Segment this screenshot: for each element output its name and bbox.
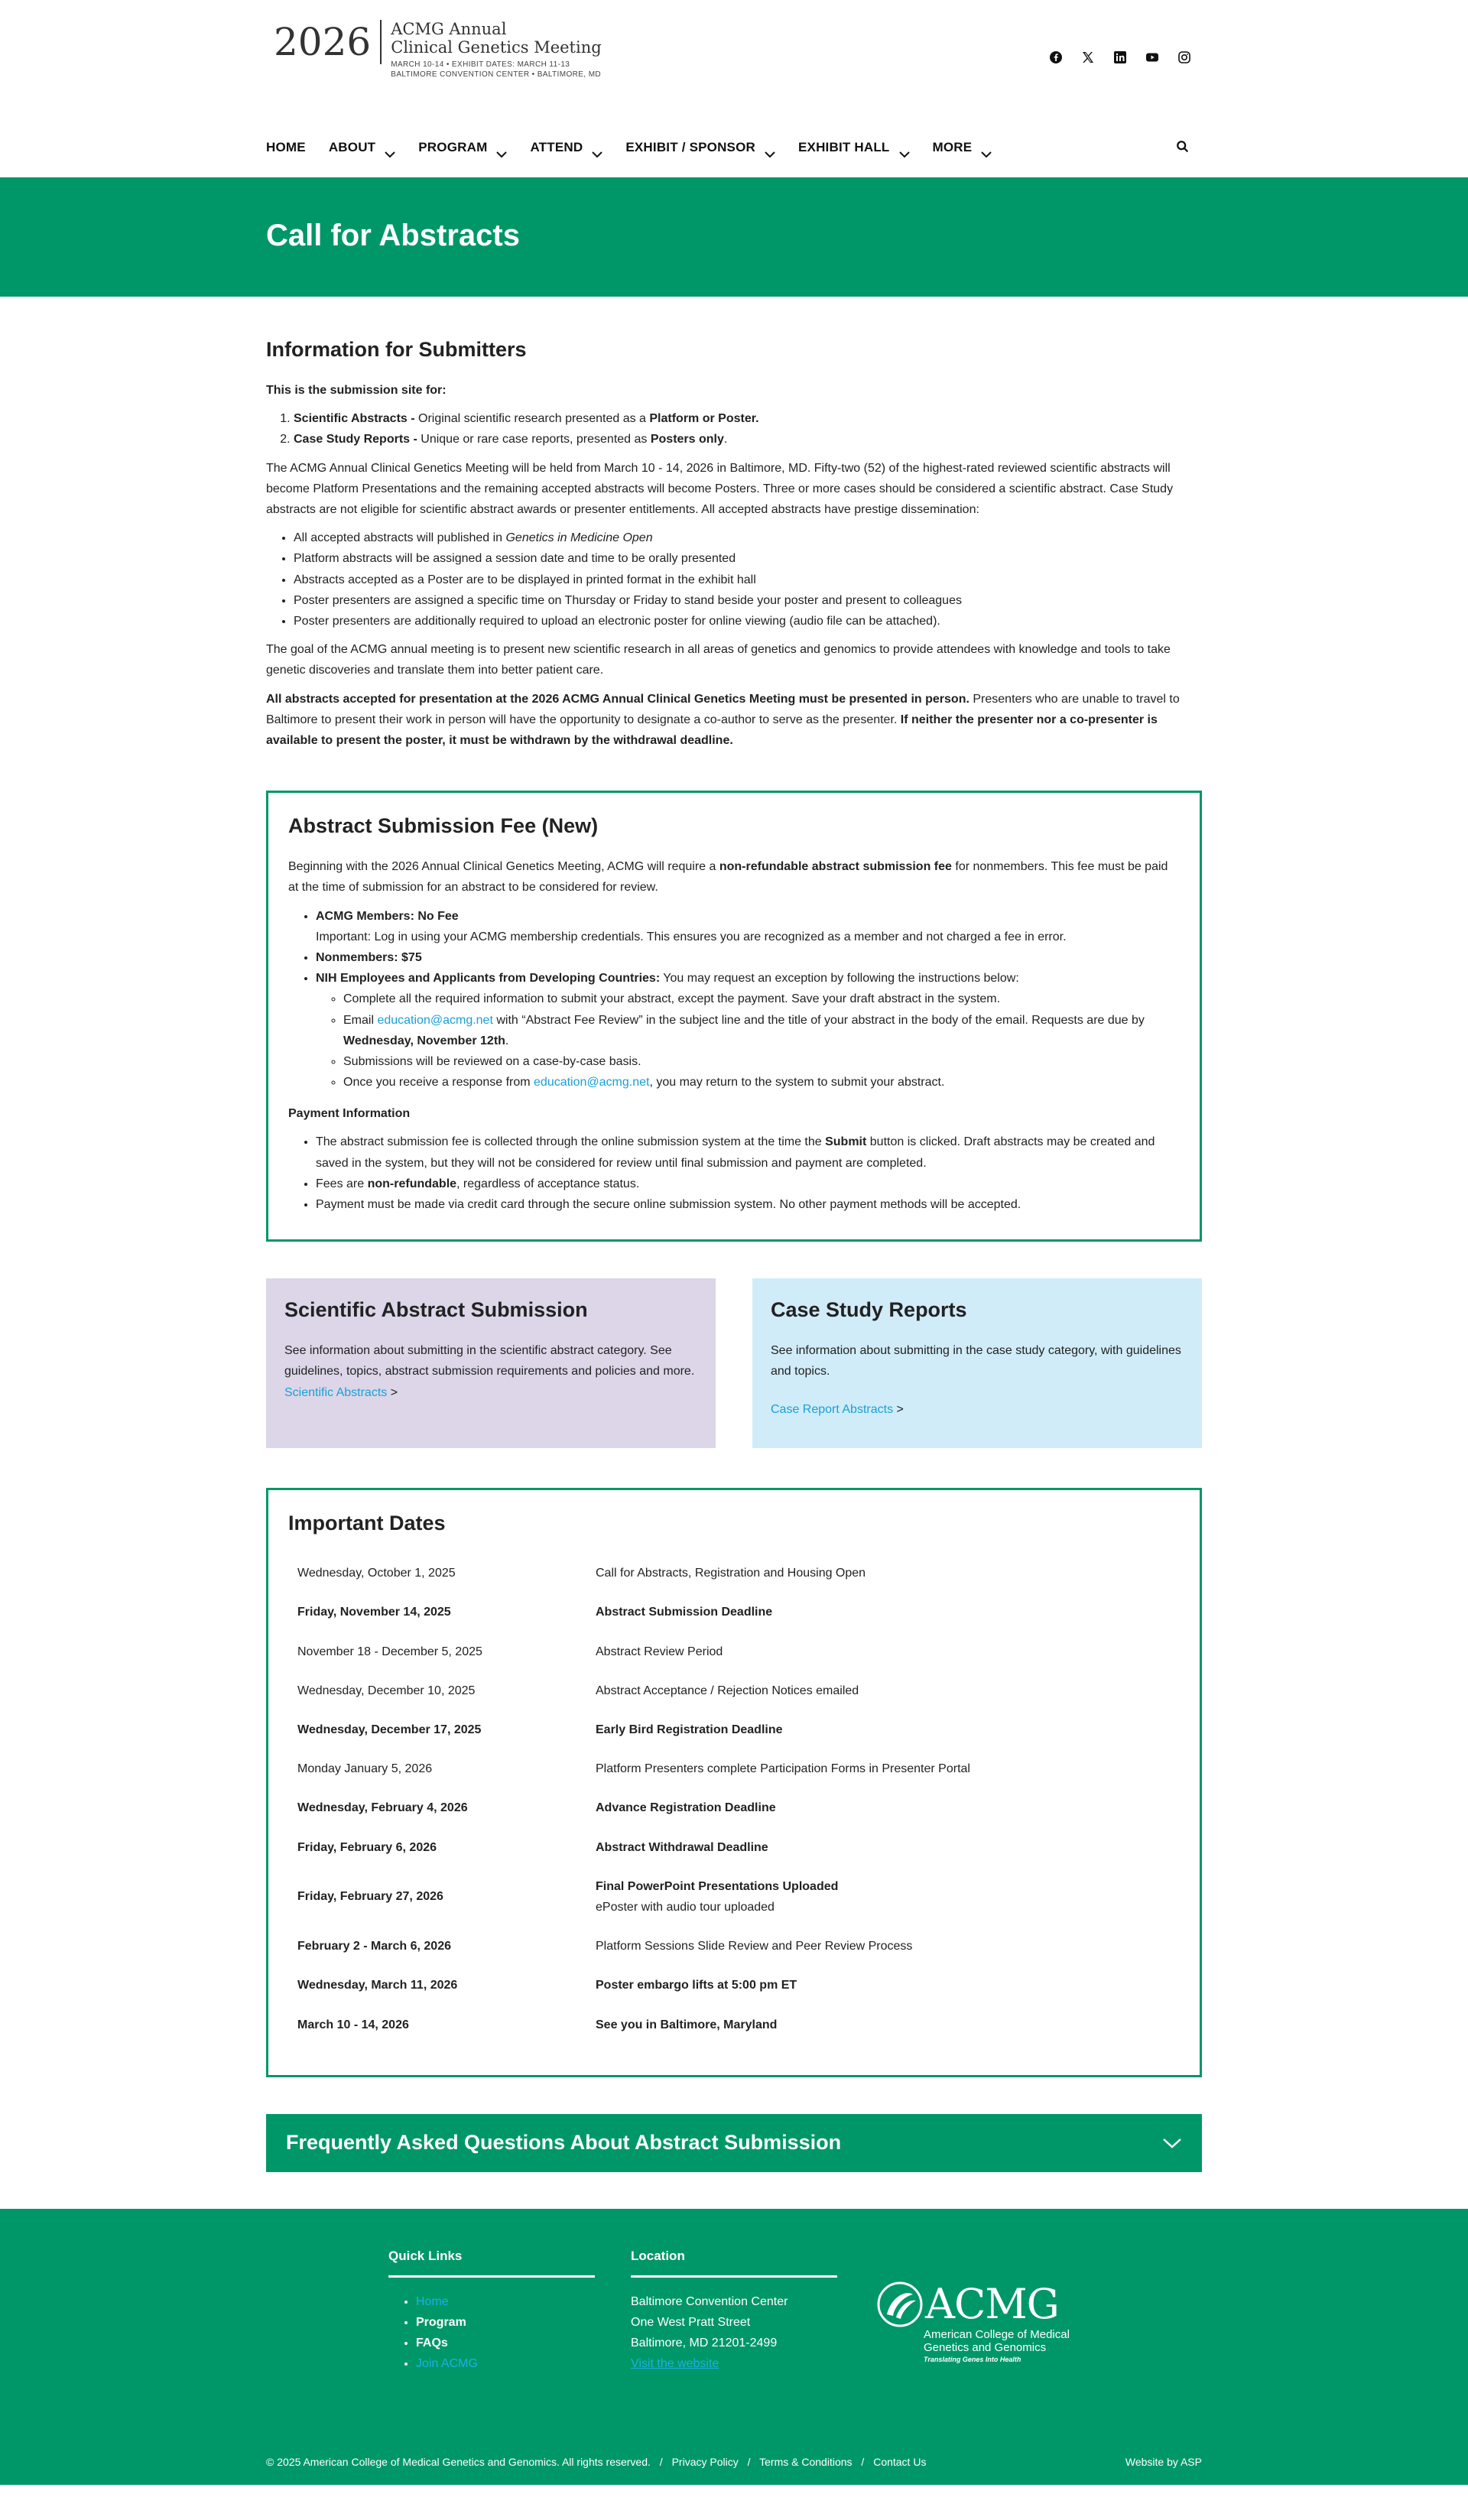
social-links xyxy=(1049,50,1191,64)
nav-item-label: EXHIBIT / SPONSOR xyxy=(625,140,755,155)
nav-item-exhibit-sponsor[interactable] xyxy=(625,137,775,159)
table-row xyxy=(288,1671,1180,1710)
logo-title-line2: Clinical Genetics Meeting xyxy=(391,38,602,57)
date-cell: February 2 - March 6, 2026 xyxy=(297,1940,451,1953)
list-item: ◦ Submissions will be reviewed on a case-by-case basis. xyxy=(343,1051,1180,1072)
fee-title: Abstract Submission Fee (New) xyxy=(288,814,599,838)
arrow-icon: > xyxy=(387,1385,398,1399)
in-person-requirement: All abstracts accepted for presentation at the 2026 ACMG Annual Clinical Genetics Meeting must be presented in person. Presenters who are unable to travel to Baltimore to present their work in person will have the opportunity to designate a co-author to serve as the presenter. If neither the presenter nor a co-presenter is available to present the poster, it must be withdrawn by the withdrawal deadline. xyxy=(266,692,1180,747)
logo-venue: BALTIMORE CONVENTION CENTER • BALTIMORE, MD xyxy=(391,70,602,79)
youtube-icon[interactable] xyxy=(1145,50,1159,64)
event-cell: Abstract Acceptance / Rejection Notices emailed xyxy=(596,1684,859,1697)
page-title: Call for Abstracts xyxy=(266,219,520,252)
nav-item-label: ATTEND xyxy=(530,140,583,155)
page-banner xyxy=(0,177,1468,297)
location xyxy=(631,2246,837,2375)
nav-item-about[interactable] xyxy=(329,137,395,159)
table-row xyxy=(288,1593,1180,1632)
submission-cards xyxy=(266,1278,1202,1448)
date-cell: Wednesday, February 4, 2026 xyxy=(297,1801,468,1815)
chevron-down-icon xyxy=(899,144,910,151)
main-nav xyxy=(0,119,1468,177)
logo-subtitle: American College of Medical xyxy=(924,2327,1070,2341)
list-item: • Abstracts accepted as a Poster are to be displayed in printed format in the exhibit hall xyxy=(294,570,1202,590)
nav-item-home[interactable] xyxy=(266,137,306,159)
faq-title: Frequently Asked Questions About Abstract Submission xyxy=(286,2130,842,2154)
table-row xyxy=(288,1828,1180,1867)
nav-item-label: MORE xyxy=(932,140,973,155)
table-row xyxy=(288,1710,1180,1749)
info-title: Information for Submitters xyxy=(266,338,527,361)
date-cell: Monday January 5, 2026 xyxy=(297,1762,433,1776)
logo-dates: MARCH 10-14 • EXHIBIT DATES: MARCH 11-13 xyxy=(391,60,570,69)
logo-year: 2026 xyxy=(274,20,382,64)
nav-item-attend[interactable] xyxy=(530,137,602,159)
list-item: • Payment must be made via credit card through the secure online submission system. No other payment methods will be accepted. xyxy=(316,1194,1180,1215)
quick-link-item[interactable] xyxy=(416,2353,595,2374)
quick-link[interactable]: Home xyxy=(416,2294,449,2308)
website-credit-link[interactable]: Website by ASP xyxy=(1125,2455,1202,2468)
important-dates-box xyxy=(266,1488,1202,2077)
contact-us-link[interactable]: Contact Us xyxy=(873,2455,927,2468)
table-row xyxy=(288,1867,1180,1927)
separator: / xyxy=(861,2455,865,2468)
location-line: One West Pratt Street xyxy=(631,2315,751,2329)
main-content xyxy=(0,336,1468,2172)
card-title: Case Study Reports xyxy=(771,1298,967,1322)
list-item: ◦ Complete all the required information to submit your abstract, except the payment. Save your draft abstract in the system. xyxy=(343,989,1180,1009)
card-title: Scientific Abstract Submission xyxy=(284,1298,588,1322)
chevron-down-icon xyxy=(981,144,992,151)
date-cell: November 18 - December 5, 2025 xyxy=(297,1645,482,1658)
table-row xyxy=(288,1749,1180,1788)
search-icon[interactable] xyxy=(1176,140,1191,155)
list-item: • Nonmembers: $75 xyxy=(316,947,1180,968)
location-line: Baltimore Convention Center xyxy=(631,2294,788,2308)
chevron-down-icon xyxy=(592,144,602,151)
quick-link-item[interactable]: • Program xyxy=(416,2312,595,2333)
date-cell: Wednesday, March 11, 2026 xyxy=(297,1979,458,1992)
acmg-logo[interactable] xyxy=(876,2281,1070,2365)
case-study-card xyxy=(752,1278,1202,1448)
fee-intro: Beginning with the 2026 Annual Clinical Genetics Meeting, ACMG will require a non-refundable abstract submission fee for nonmembers. This fee must be paid at the time of submission for an abstract to be considered for review. xyxy=(288,860,1168,895)
quick-link-item[interactable]: • FAQs xyxy=(416,2333,595,2353)
acmg-mark-icon xyxy=(876,2281,924,2328)
table-row xyxy=(288,1927,1180,1966)
list-item: • Fees are non-refundable, regardless of acceptance status. xyxy=(316,1174,1180,1194)
facebook-icon[interactable] xyxy=(1049,50,1063,64)
table-row xyxy=(288,1966,1180,2005)
event-cell: Platform Sessions Slide Review and Peer Review Process xyxy=(596,1940,913,1953)
event-cell: Advance Registration Deadline xyxy=(596,1801,776,1815)
location-line: Baltimore, MD 21201-2499 xyxy=(631,2336,778,2350)
chevron-down-icon xyxy=(765,144,775,151)
payment-info-title: Payment Information xyxy=(288,1107,411,1121)
chevron-down-icon xyxy=(496,144,507,151)
submission-fee-box xyxy=(266,791,1202,1242)
submission-site-intro: This is the submission site for: xyxy=(266,384,447,398)
copyright: © 2025 American College of Medical Genetics and Genomics. All rights reserved. xyxy=(266,2455,651,2468)
quick-link[interactable]: Join ACMG xyxy=(416,2357,478,2371)
event-cell: Abstract Submission Deadline xyxy=(596,1606,773,1619)
list-item: • ACMG Members: No Fee Important: Log in using your ACMG membership credentials. This ensures you are recognized as a member and not charged a fee in error. xyxy=(316,906,1180,947)
x-icon[interactable] xyxy=(1081,50,1095,64)
separator: / xyxy=(747,2455,751,2468)
list-item: ◦ Once you receive a response from education@acmg.net, you may return to the system to submit your abstract. xyxy=(343,1072,1180,1093)
list-item: • All accepted abstracts will published in Genetics in Medicine Open xyxy=(294,528,1202,548)
list-item: • Platform abstracts will be assigned a session date and time to be orally presented xyxy=(294,548,1202,569)
meeting-goal: The goal of the ACMG annual meeting is to present new scientific research in all areas of genetics and genomics to provide attendees with knowledge and tools to take genetic discoveries and translate them into better patient care. xyxy=(266,643,1171,677)
logo-tagline: Translating Genes Into Health xyxy=(924,2355,1021,2363)
exception-steps xyxy=(343,989,1180,1093)
nav-item-more[interactable] xyxy=(933,137,992,159)
event-cell: Final PowerPoint Presentations Uploaded ePoster with audio tour uploaded xyxy=(596,1879,839,1914)
scientific-abstract-card xyxy=(266,1278,716,1448)
logo-title-line1: ACMG Annual xyxy=(391,20,507,38)
privacy-policy-link[interactable]: Privacy Policy xyxy=(671,2455,739,2468)
email-link[interactable]: education@acmg.net xyxy=(534,1076,650,1090)
date-cell: Friday, February 27, 2026 xyxy=(297,1890,443,1904)
event-cell: Abstract Review Period xyxy=(596,1645,723,1658)
submission-types-list xyxy=(294,408,1202,450)
event-cell: See you in Baltimore, Maryland xyxy=(596,2018,778,2031)
table-row xyxy=(288,1788,1180,1827)
nav-item-label: EXHIBIT HALL xyxy=(798,140,890,155)
journal-name: Genetics in Medicine Open xyxy=(505,531,653,545)
email-link[interactable]: education@acmg.net xyxy=(377,1013,493,1027)
meeting-logo[interactable] xyxy=(274,20,602,80)
event-cell: Call for Abstracts, Registration and Housing Open xyxy=(596,1567,866,1580)
quick-link-item[interactable] xyxy=(416,2291,595,2312)
table-row xyxy=(288,1632,1180,1671)
instagram-icon[interactable] xyxy=(1177,50,1191,64)
scientific-abstracts-link[interactable]: Scientific Abstracts xyxy=(284,1385,388,1399)
date-cell: Wednesday, December 17, 2025 xyxy=(297,1723,482,1737)
quick-links-title: Quick Links xyxy=(388,2246,595,2278)
site-header xyxy=(0,0,1468,119)
event-cell: Abstract Withdrawal Deadline xyxy=(596,1840,768,1854)
date-cell: Wednesday, October 1, 2025 xyxy=(297,1567,456,1580)
dates-table xyxy=(288,1554,1180,2044)
date-cell: Friday, November 14, 2025 xyxy=(297,1606,451,1619)
list-item: 2. Case Study Reports - Unique or rare case reports, presented as Posters only. xyxy=(294,429,1202,450)
nav-item-exhibit-hall[interactable] xyxy=(798,137,910,159)
date-cell: Wednesday, December 10, 2025 xyxy=(297,1684,476,1697)
list-item: • Poster presenters are additionally required to upload an electronic poster for online viewing (audio file can be attached). xyxy=(294,611,1202,632)
location-title: Location xyxy=(631,2246,837,2278)
payment-list xyxy=(316,1132,1180,1215)
separator: / xyxy=(659,2455,663,2468)
list-item: • NIH Employees and Applicants from Developing Countries: You may request an exception by following the instructions below: ◦ Complete all the required information to submit your abstract, except the payment. Save your draft abstract in the system. ◦ Email education@acmg.net with “Abstract Fee Review” in the subject line and the title of your abstract in the body of the email. Requests are due by Wednesday, November 12th. ◦ Submissions will be reviewed on a case-by-case basis. ◦ Once you receive a response from education@acmg.net, you may return to the system to submit your abstract. xyxy=(316,968,1180,1093)
dates-title: Important Dates xyxy=(288,1512,446,1535)
dissemination-list xyxy=(294,528,1202,632)
list-item: 1. Scientific Abstracts - Original scientific research presented as a Platform or Poster. xyxy=(294,408,1202,429)
quick-links xyxy=(388,2246,595,2382)
faq-accordion[interactable] xyxy=(266,2114,1202,2172)
arrow-icon: > xyxy=(893,1402,904,1416)
table-row xyxy=(288,1554,1180,1593)
chevron-down-icon xyxy=(385,144,395,151)
case-report-abstracts-link[interactable]: Case Report Abstracts xyxy=(771,1402,894,1416)
terms-link[interactable]: Terms & Conditions xyxy=(759,2455,853,2468)
card-text: See information about submitting in the case study category, with guidelines and topics. xyxy=(771,1344,1181,1379)
nav-item-label: ABOUT xyxy=(328,140,376,155)
fee-list xyxy=(316,906,1180,1093)
card-text: See information about submitting in the scientific abstract category. See guidelines, topics, abstract submission requirements and policies and more. xyxy=(284,1344,695,1379)
site-footer xyxy=(0,2209,1468,2485)
list-item: • Poster presenters are assigned a specific time on Thursday or Friday to stand beside your poster and present to colleagues xyxy=(294,590,1202,611)
visit-website-link[interactable]: Visit the website xyxy=(631,2357,719,2371)
logo-subtitle: Genetics and Genomics xyxy=(924,2340,1047,2354)
event-cell: Poster embargo lifts at 5:00 pm ET xyxy=(596,1979,797,1992)
list-item: • The abstract submission fee is collected through the online submission system at the time the Submit button is clicked. Draft abstracts may be created and saved in the system, but they will not be considered for review until final submission and payment are completed. xyxy=(316,1132,1180,1173)
linkedin-icon[interactable] xyxy=(1113,50,1127,64)
meeting-description: The ACMG Annual Clinical Genetics Meeting will be held from March 10 - 14, 2026 in Baltimore, MD. Fifty-two (52) of the highest-rated reviewed scientific abstracts will become Platform Presentations and the remaining accepted abstracts will become Posters. Three or more cases should be considered a scientific abstract. Case Study abstracts are not eligible for scientific abstract awards or presenter entitlements. All accepted abstracts have prestige dissemination: xyxy=(266,461,1174,517)
event-cell: Platform Presenters complete Participation Forms in Presenter Portal xyxy=(596,1762,970,1776)
nav-item-program[interactable] xyxy=(418,137,507,159)
table-row xyxy=(288,2005,1180,2044)
event-cell: Early Bird Registration Deadline xyxy=(596,1723,783,1737)
date-cell: March 10 - 14, 2026 xyxy=(297,2018,409,2031)
logo-name: ACMG xyxy=(925,2279,1059,2328)
nav-item-label: HOME xyxy=(266,140,306,155)
list-item: ◦ Email education@acmg.net with “Abstract Fee Review” in the subject line and the title of your abstract in the body of the email. Requests are due by Wednesday, November 12th. xyxy=(343,1010,1180,1051)
date-cell: Friday, February 6, 2026 xyxy=(297,1840,437,1854)
footer-bottom xyxy=(266,2455,1202,2470)
nav-item-label: PROGRAM xyxy=(418,140,488,155)
chevron-down-icon xyxy=(1162,2137,1182,2149)
